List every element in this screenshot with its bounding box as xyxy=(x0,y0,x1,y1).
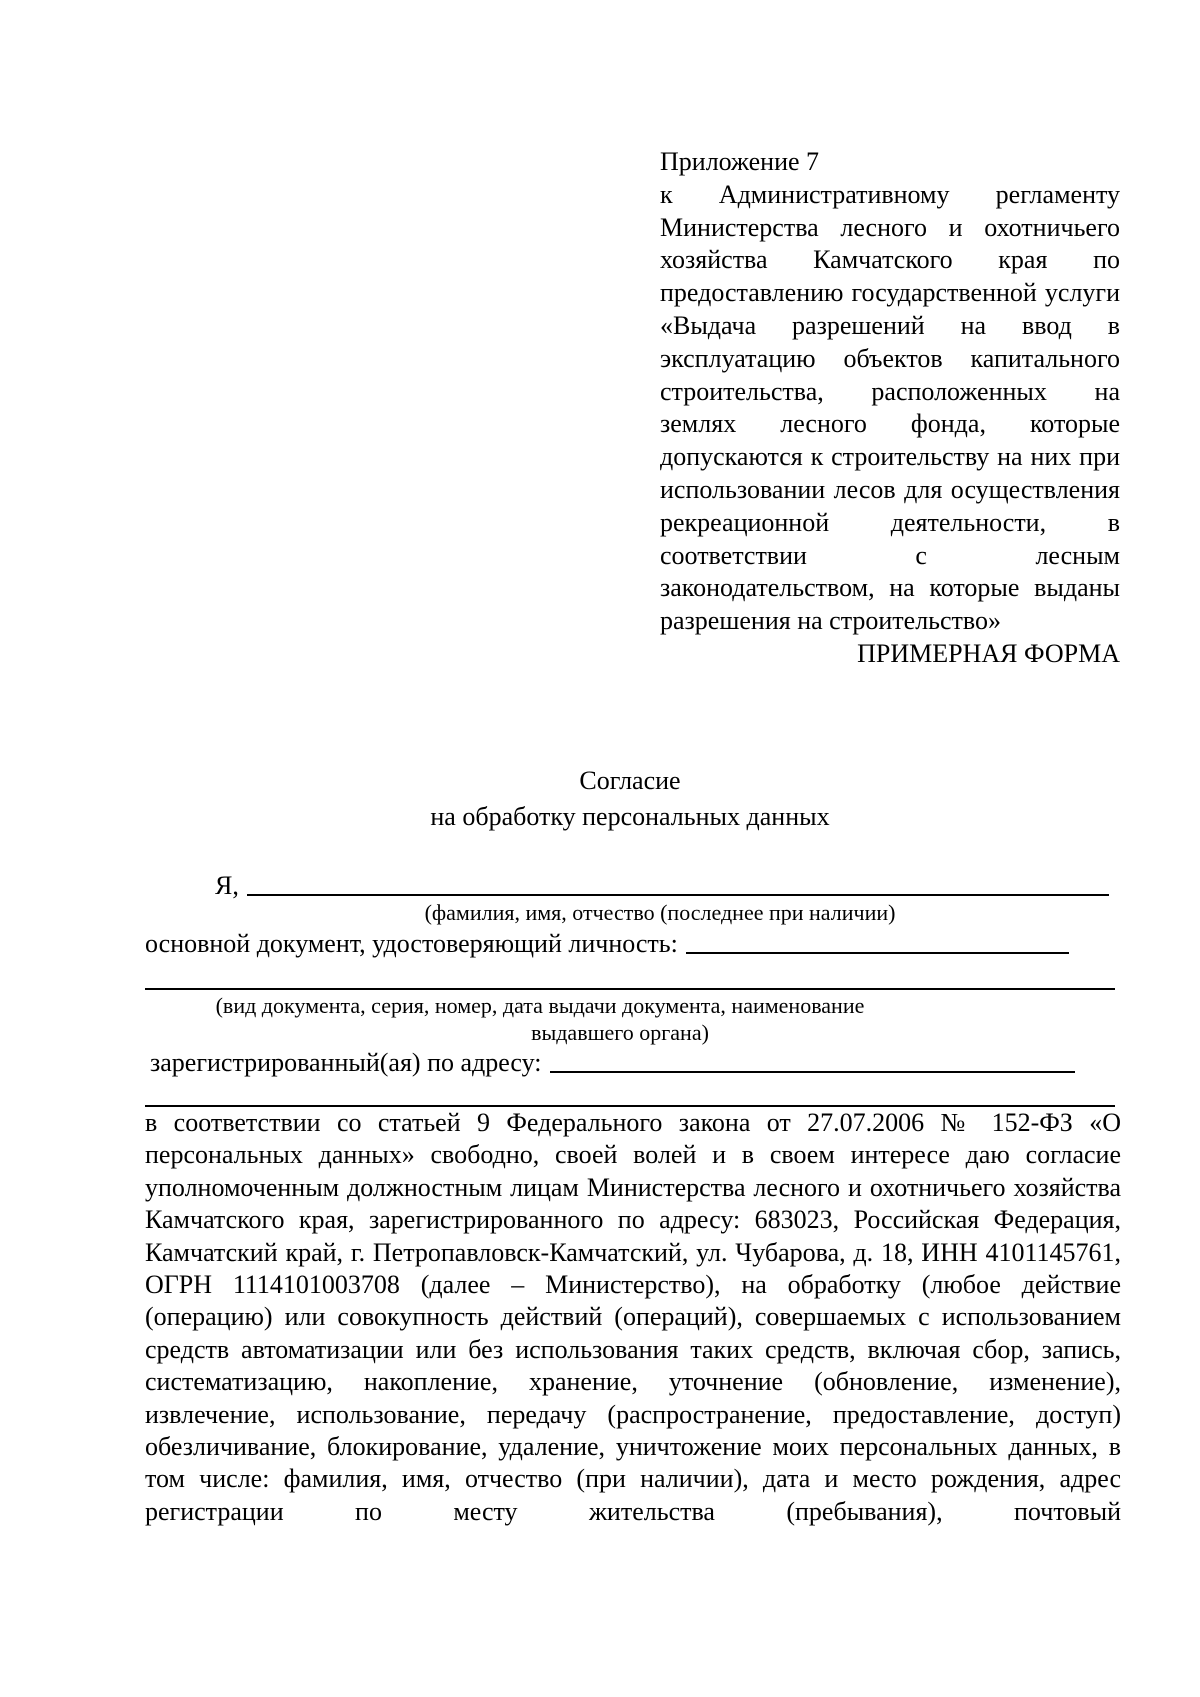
consent-title xyxy=(0,763,1200,835)
address-input-line[interactable] xyxy=(550,1070,1075,1073)
appendix-block xyxy=(660,146,1120,671)
form-label: ПРИМЕРНАЯ ФОРМА xyxy=(857,638,1120,668)
document-hint-line1: (вид документа, серия, номер, дата выдачи документа, наименование xyxy=(215,993,865,1018)
name-row xyxy=(215,870,1120,902)
document-hint-line2: выдавшего органа) xyxy=(531,1020,709,1045)
document-label: основной документ, удостоверяющий личность: xyxy=(145,928,678,958)
name-input-line[interactable] xyxy=(247,893,1109,896)
document-input-line[interactable] xyxy=(686,951,1069,954)
document-row xyxy=(145,928,1125,960)
address-label: зарегистрированный(ая) по адресу: xyxy=(150,1047,542,1077)
consent-body-text: в соответствии со статьей 9 Федерального закона от 27.07.2006 № 152-ФЗ «О персональных данных» свободно, своей волей и в своем интересе даю согласие уполномоченным должностным лицам Министерства лесного и охотничьего хозяйства Камчатского края, зарегистрированного по адресу: 683023, Российская Федерация, Камчатский край, г. Петропавловск-Камчатский, ул. Чубарова, д. 18, ИНН 4101145761, ОГРН 1114101003708 (далее – Министерство), на обработку (любое действие (операцию) или совокупность действий (операций), совершаемых с использованием средств автоматизации или без использования таких средств, включая сбор, запись, систематизацию, накопление, хранение, уточнение (обновление, изменение), извлечение, использование, передачу (распространение, предоставление, доступ) обезличивание, блокирование, удаление, уничтожение моих персональных данных, в том числе: фамилия, имя, отчество (при наличии), дата и место рождения, адрес регистрации по месту жительства (пребывания), почтовый xyxy=(145,1108,1121,1526)
consent-title-line2: на обработку персональных данных xyxy=(430,802,830,831)
consent-title-line1: Согласие xyxy=(579,766,681,795)
name-hint: (фамилия, имя, отчество (последнее при наличии) xyxy=(424,900,896,925)
document-input-line-2[interactable] xyxy=(145,988,1115,990)
appendix-number: Приложение 7 xyxy=(660,147,820,176)
appendix-text: к Административному регламенту Министерства лесного и охотничьего хозяйства Камчатского края по предоставлению государственной услуги «Выдача разрешений на ввод в эксплуатацию объектов капитального строительства, расположенных на землях лесного фонда, которые допускаются к строительству на них при использовании лесов для осуществления рекреационной деятельности, в соответствии с лесным законодательством, на которые выданы разрешения на строительство» xyxy=(660,179,1120,636)
address-row xyxy=(150,1047,1125,1079)
i-label: Я, xyxy=(215,870,239,900)
